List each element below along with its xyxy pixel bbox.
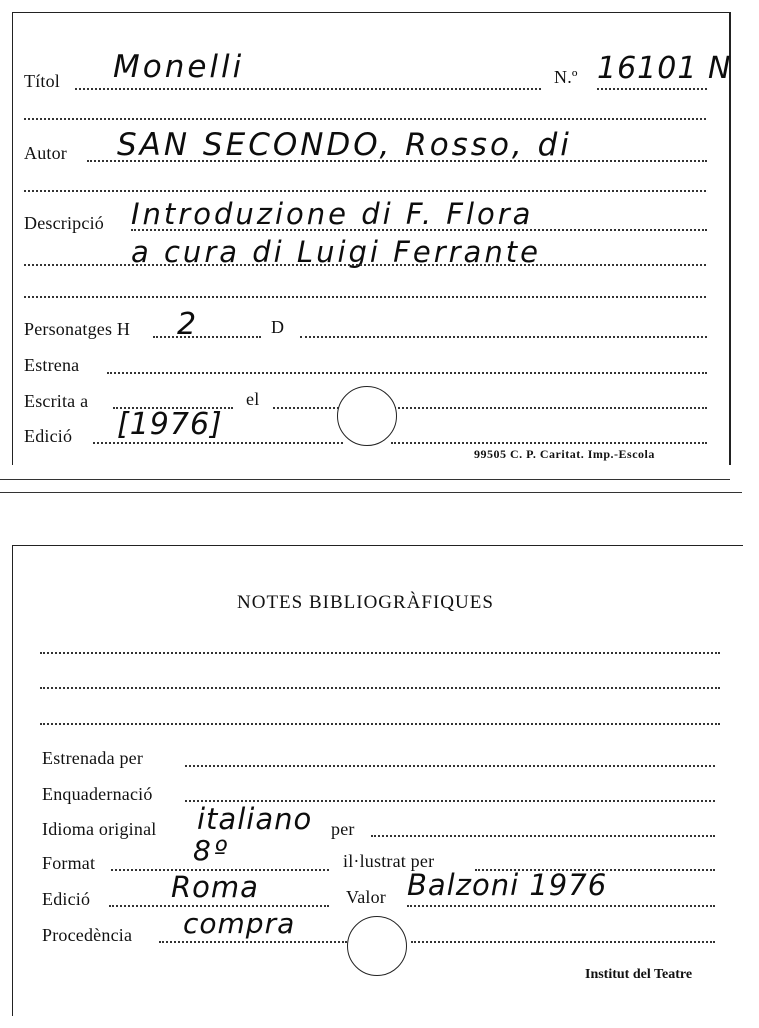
- descripcio-line-1: [131, 229, 707, 231]
- titol-label: Títol: [24, 71, 60, 91]
- numero-line: [597, 88, 707, 90]
- edicio-line-left: [93, 442, 343, 444]
- notes-title: NOTES BIBLIOGRÀFIQUES: [237, 592, 494, 613]
- descripcio-value-2: a cura di Luigi Ferrante: [131, 235, 541, 269]
- notes-line-2: [40, 687, 720, 689]
- punch-hole: [337, 386, 397, 446]
- personatges-d-label: D: [271, 317, 285, 337]
- valor-label: Valor: [346, 887, 386, 907]
- estrena-label: Estrena: [24, 355, 80, 375]
- titol-value: Monelli: [113, 49, 245, 85]
- page-divider: [0, 492, 742, 493]
- valor-value: Balzoni 1976: [407, 868, 608, 902]
- descripcio-value-1: Introduzione di F. Flora: [131, 197, 534, 231]
- titol-line: [75, 88, 541, 90]
- procedencia-value: compra: [183, 907, 296, 940]
- notes-line-3: [40, 723, 720, 725]
- edicio-back-label: Edició: [42, 889, 91, 909]
- el-line-right: [391, 407, 707, 409]
- edicio-label: Edició: [24, 426, 73, 446]
- personatges-label: Personatges H: [24, 319, 131, 339]
- line-2: [24, 118, 706, 120]
- line-7: [24, 296, 706, 298]
- idioma-per-line: [371, 835, 715, 837]
- descripcio-line-2: [24, 264, 706, 266]
- personatges-d-line: [300, 336, 707, 338]
- procedencia-line-left: [159, 941, 347, 943]
- procedencia-label: Procedència: [42, 925, 133, 945]
- numero-label: N.º: [554, 67, 578, 87]
- autor-label: Autor: [24, 143, 67, 163]
- autor-value: SAN SECONDO, Rosso, di: [117, 127, 572, 163]
- autor-line: [87, 160, 707, 162]
- enquadernacio-label: Enquadernació: [42, 784, 153, 804]
- descripcio-label: Descripció: [24, 213, 104, 233]
- illustrat-label: il·lustrat per: [343, 851, 435, 871]
- line-4: [24, 190, 706, 192]
- numero-value: 16101 N: [597, 51, 732, 86]
- estrenada-line: [185, 765, 715, 767]
- edicio-back-value: Roma: [171, 870, 259, 904]
- printer-imprint: 99505 C. P. Caritat. Imp.-Escola: [474, 447, 655, 461]
- notes-line-1: [40, 652, 720, 654]
- personatges-h-value: 2: [177, 307, 200, 342]
- edicio-value: [1976]: [117, 407, 223, 442]
- el-line-left: [273, 407, 343, 409]
- estrenada-label: Estrenada per: [42, 748, 144, 768]
- idioma-value: italiano: [197, 802, 313, 836]
- edicio-line-right: [391, 442, 707, 444]
- el-label: el: [246, 389, 260, 409]
- estrena-line: [107, 372, 707, 374]
- catalog-card-front: [12, 12, 731, 465]
- personatges-h-line: [153, 336, 261, 338]
- format-value: 8º: [193, 834, 231, 867]
- catalog-card-back: [12, 545, 743, 1016]
- punch-hole-back: [347, 916, 407, 976]
- front-bottom-edge: [0, 479, 730, 480]
- escrita-label: Escrita a: [24, 391, 89, 411]
- institution-name: Institut del Teatre: [585, 967, 693, 982]
- procedencia-line-right: [411, 941, 715, 943]
- idioma-label: Idioma original: [42, 819, 157, 839]
- idioma-per-label: per: [331, 819, 355, 839]
- format-label: Format: [42, 853, 96, 873]
- valor-line: [407, 905, 715, 907]
